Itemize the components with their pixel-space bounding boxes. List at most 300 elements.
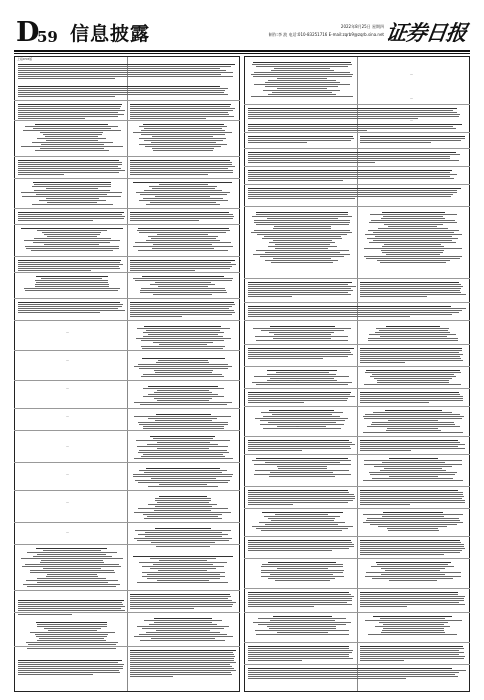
text-line (360, 492, 463, 493)
text-line (274, 226, 331, 227)
text-line (248, 180, 343, 181)
text-line (153, 244, 212, 245)
text-line (380, 470, 446, 471)
left-column-divider (127, 57, 128, 691)
text-line (130, 270, 195, 271)
text-line (270, 574, 333, 575)
table-rule (244, 436, 470, 437)
text-line (25, 246, 119, 247)
text-line (367, 238, 458, 239)
text-line (130, 664, 230, 665)
text-line (35, 124, 108, 125)
text-line (275, 248, 328, 249)
text-line (139, 368, 228, 369)
text-line (146, 330, 220, 331)
text-line (263, 90, 340, 91)
text-line (130, 264, 236, 265)
text-line (261, 570, 344, 571)
text-line (263, 416, 340, 417)
text-line (388, 530, 439, 531)
text-line (18, 174, 64, 175)
text-line (258, 624, 346, 625)
text-line (248, 188, 461, 189)
text-line (373, 240, 452, 241)
text-line (271, 262, 333, 263)
text-line (363, 522, 463, 523)
text-line (252, 526, 353, 527)
text-line (136, 440, 230, 441)
text-line (248, 656, 349, 657)
text-line (47, 574, 97, 575)
text-line (364, 418, 462, 419)
text-line (372, 478, 453, 479)
text-line (18, 672, 120, 673)
text-line (153, 438, 213, 439)
text-line (150, 558, 216, 559)
text-line (253, 254, 350, 255)
text-paragraph (18, 660, 126, 676)
text-line (151, 542, 215, 543)
text-line (152, 136, 213, 137)
text-line (384, 224, 443, 225)
text-line (141, 340, 224, 341)
text-line (371, 424, 455, 425)
empty-cell-dash: — (66, 500, 69, 504)
text-paragraph (18, 86, 236, 98)
date-line: 2022年8月25日 星期四 (340, 24, 384, 29)
text-paragraph (360, 458, 466, 482)
text-paragraph (130, 358, 236, 378)
text-paragraph (360, 392, 466, 404)
text-line (137, 328, 230, 329)
text-line (157, 442, 210, 443)
text-line (258, 618, 346, 619)
text-line (248, 350, 350, 351)
text-line (364, 248, 462, 249)
text-paragraph (360, 616, 466, 636)
text-line (255, 630, 349, 631)
text-line (248, 176, 450, 177)
text-line (248, 114, 460, 115)
text-line (130, 162, 232, 163)
text-line (270, 378, 334, 379)
text-paragraph (248, 306, 466, 318)
text-line (144, 620, 222, 621)
text-line (256, 214, 348, 215)
text-line (383, 624, 444, 625)
table-rule (14, 208, 240, 209)
text-line (381, 574, 445, 575)
text-line (374, 378, 452, 379)
text-line (143, 124, 224, 125)
text-line (133, 182, 232, 183)
text-line (264, 236, 341, 237)
text-line (248, 600, 352, 601)
text-line (277, 632, 328, 633)
text-line (360, 354, 463, 355)
text-line (141, 346, 225, 347)
text-line (248, 678, 406, 679)
text-paragraph (248, 490, 356, 506)
table-rule (14, 224, 240, 225)
text-line (248, 502, 348, 503)
text-paragraph (248, 562, 356, 582)
text-line (150, 568, 216, 569)
text-line (39, 200, 106, 201)
table-rule (14, 156, 240, 157)
text-line (143, 374, 222, 375)
text-line (268, 578, 335, 579)
text-line (248, 312, 459, 313)
text-line (248, 550, 332, 551)
text-line (254, 230, 350, 231)
text-line (360, 546, 464, 547)
text-line (18, 304, 123, 305)
text-line (138, 452, 229, 453)
text-line (149, 186, 217, 187)
text-line (363, 432, 463, 433)
text-line (143, 514, 222, 515)
text-line (248, 352, 351, 353)
text-line (379, 330, 448, 331)
text-line (18, 260, 121, 261)
text-line (159, 496, 207, 497)
text-line (248, 156, 450, 157)
text-line (251, 74, 353, 75)
text-line (248, 500, 353, 501)
text-line (130, 658, 234, 659)
text-line (365, 620, 462, 621)
text-line (386, 326, 440, 327)
text-line (248, 668, 452, 669)
text-line (18, 170, 125, 171)
text-line (130, 212, 229, 213)
text-line (139, 562, 227, 563)
text-line (265, 82, 340, 83)
text-line (18, 674, 93, 675)
text-line (130, 668, 234, 669)
text-line (130, 660, 234, 661)
masthead-rule-thick (14, 50, 470, 52)
text-line (248, 498, 355, 499)
text-line (368, 230, 459, 231)
text-line (383, 216, 443, 217)
text-line (379, 622, 448, 623)
text-line (157, 400, 209, 401)
text-line (254, 222, 350, 223)
text-paragraph (18, 212, 126, 222)
text-paragraph (248, 616, 356, 636)
text-line (254, 84, 350, 85)
text-line (273, 228, 331, 229)
text-line (268, 80, 336, 81)
contact-line: 制作:李 波 电话:010-83251716 E-mail:zqrb9@zqrb.sina.net (268, 32, 384, 37)
text-line (387, 528, 438, 529)
text-line (130, 164, 232, 165)
text-line (130, 118, 206, 119)
text-paragraph (248, 440, 356, 452)
text-line (37, 582, 108, 583)
text-line (135, 280, 232, 281)
text-line (388, 420, 438, 421)
text-line (360, 598, 464, 599)
empty-cell-dash: — (410, 72, 413, 76)
text-line (360, 550, 462, 551)
text-line (382, 462, 445, 463)
text-line (277, 78, 327, 79)
text-line (376, 562, 451, 563)
text-line (360, 360, 463, 361)
text-line (248, 198, 355, 199)
table-rule (14, 320, 240, 321)
text-line (253, 76, 352, 77)
text-line (142, 276, 224, 277)
text-line (130, 312, 235, 313)
text-line (133, 474, 233, 475)
text-line (360, 358, 461, 359)
text-line (139, 450, 227, 451)
text-paragraph (248, 326, 356, 342)
text-line (253, 622, 351, 623)
text-line (248, 606, 314, 607)
text-line (248, 110, 453, 111)
text-line (137, 626, 229, 627)
text-line (18, 76, 233, 77)
text-line (18, 602, 122, 603)
text-line (25, 126, 118, 127)
text-line (248, 154, 460, 155)
text-line (136, 338, 231, 339)
text-line (360, 490, 458, 491)
text-line (139, 138, 226, 139)
text-line (18, 600, 124, 601)
text-line (277, 426, 326, 427)
text-line (363, 416, 464, 417)
table-rule (14, 256, 240, 257)
text-line (248, 440, 349, 441)
text-line (148, 236, 218, 237)
text-line (378, 526, 447, 527)
table-rule (244, 206, 470, 207)
text-line (248, 672, 459, 673)
text-line (248, 306, 451, 307)
text-line (385, 410, 442, 411)
text-line (366, 370, 460, 371)
text-line (130, 604, 233, 605)
text-line (159, 344, 207, 345)
text-line (130, 268, 230, 269)
text-line (18, 266, 119, 267)
text-line (18, 112, 118, 113)
text-paragraph (248, 212, 356, 264)
text-line (140, 404, 227, 405)
text-line (248, 356, 348, 357)
text-line (18, 268, 120, 269)
text-line (152, 248, 214, 249)
text-line (130, 666, 232, 667)
text-line (18, 264, 123, 265)
text-line (360, 652, 464, 653)
text-line (248, 548, 349, 549)
table-rule (244, 388, 470, 389)
text-line (130, 608, 194, 609)
text-line (248, 544, 354, 545)
text-line (138, 534, 228, 535)
table-rule (244, 642, 470, 643)
text-paragraph (248, 62, 356, 98)
text-line (158, 286, 208, 287)
table-rule (244, 454, 470, 455)
text-line (360, 604, 465, 605)
text-line (360, 142, 431, 143)
text-paragraph (248, 668, 466, 680)
text-line (268, 422, 336, 423)
text-line (248, 190, 457, 191)
text-line (270, 620, 335, 621)
text-line (248, 170, 452, 171)
text-line (154, 392, 212, 393)
text-line (360, 660, 404, 661)
text-line (370, 214, 457, 215)
text-line (147, 444, 218, 445)
text-line (138, 250, 228, 251)
text-paragraph (130, 160, 236, 176)
text-line (143, 426, 224, 427)
text-line (18, 66, 231, 67)
text-line (130, 106, 230, 107)
text-line (130, 262, 231, 263)
text-paragraph (248, 282, 356, 298)
text-line (130, 220, 199, 221)
text-paragraph (18, 160, 126, 176)
text-line (372, 578, 453, 579)
text-line (141, 376, 224, 377)
table-rule (244, 588, 470, 589)
text-line (140, 640, 225, 641)
table-rule (244, 148, 470, 149)
text-line (134, 636, 233, 637)
text-line (385, 570, 440, 571)
text-line (248, 142, 307, 143)
text-line (141, 456, 225, 457)
text-line (130, 104, 231, 105)
text-line (32, 204, 113, 205)
text-line (138, 228, 229, 229)
text-paragraph (130, 124, 236, 152)
text-line (364, 464, 462, 465)
text-paragraph (360, 540, 466, 556)
text-line (270, 472, 333, 473)
text-line (370, 376, 456, 377)
empty-cell-dash: — (66, 358, 69, 362)
text-line (130, 114, 229, 115)
text-line (381, 632, 445, 633)
text-line (138, 508, 228, 509)
text-line (148, 334, 218, 335)
text-line (248, 504, 293, 505)
text-line (248, 296, 292, 297)
text-line (157, 234, 208, 235)
text-line (373, 232, 454, 233)
text-line (248, 448, 351, 449)
text-line (40, 562, 104, 563)
text-paragraph (248, 170, 466, 182)
text-line (360, 446, 458, 447)
text-line (33, 128, 111, 129)
text-line (256, 528, 348, 529)
empty-cell-dash: — (66, 444, 69, 448)
text-line (248, 108, 457, 109)
text-line (261, 330, 344, 331)
text-line (360, 596, 465, 597)
text-line (26, 642, 118, 643)
text-line (25, 290, 118, 291)
text-line (18, 118, 85, 119)
text-line (272, 414, 332, 415)
text-line (372, 374, 454, 375)
text-paragraph (248, 188, 466, 200)
text-line (159, 484, 207, 485)
text-line (262, 512, 343, 513)
text-line (248, 398, 348, 399)
text-line (22, 196, 121, 197)
text-paragraph (130, 276, 236, 296)
text-line (259, 522, 345, 523)
text-line (370, 474, 455, 475)
text-line (133, 132, 232, 133)
text-line (130, 108, 235, 109)
text-line (368, 338, 458, 339)
text-line (271, 70, 334, 71)
empty-cell-dash: — (66, 386, 69, 390)
empty-cell-dash: — (66, 414, 69, 418)
text-paragraph (360, 326, 466, 342)
text-line (360, 290, 460, 291)
text-line (267, 370, 337, 371)
text-line (18, 218, 124, 219)
text-line (18, 104, 122, 105)
text-line (21, 192, 122, 193)
text-line (34, 238, 111, 239)
text-line (130, 260, 235, 261)
text-line (137, 230, 230, 231)
text-line (373, 616, 452, 617)
empty-cell-dash: — (410, 96, 413, 100)
text-paragraph (360, 136, 466, 144)
text-paragraph (18, 64, 236, 80)
text-paragraph (130, 618, 236, 642)
text-line (18, 608, 121, 609)
text-line (130, 316, 182, 317)
text-line (130, 166, 235, 167)
text-line (248, 282, 352, 283)
text-line (130, 310, 234, 311)
text-line (26, 580, 118, 581)
text-line (26, 248, 119, 249)
text-line (23, 584, 120, 585)
table-rule (244, 184, 470, 185)
text-line (269, 628, 336, 629)
text-line (248, 676, 458, 677)
text-line (47, 236, 97, 237)
text-line (142, 566, 224, 567)
text-line (143, 332, 224, 333)
text-line (248, 594, 351, 595)
text-line (360, 140, 461, 141)
text-line (248, 152, 456, 153)
table-rule (14, 612, 240, 613)
text-line (143, 454, 223, 455)
